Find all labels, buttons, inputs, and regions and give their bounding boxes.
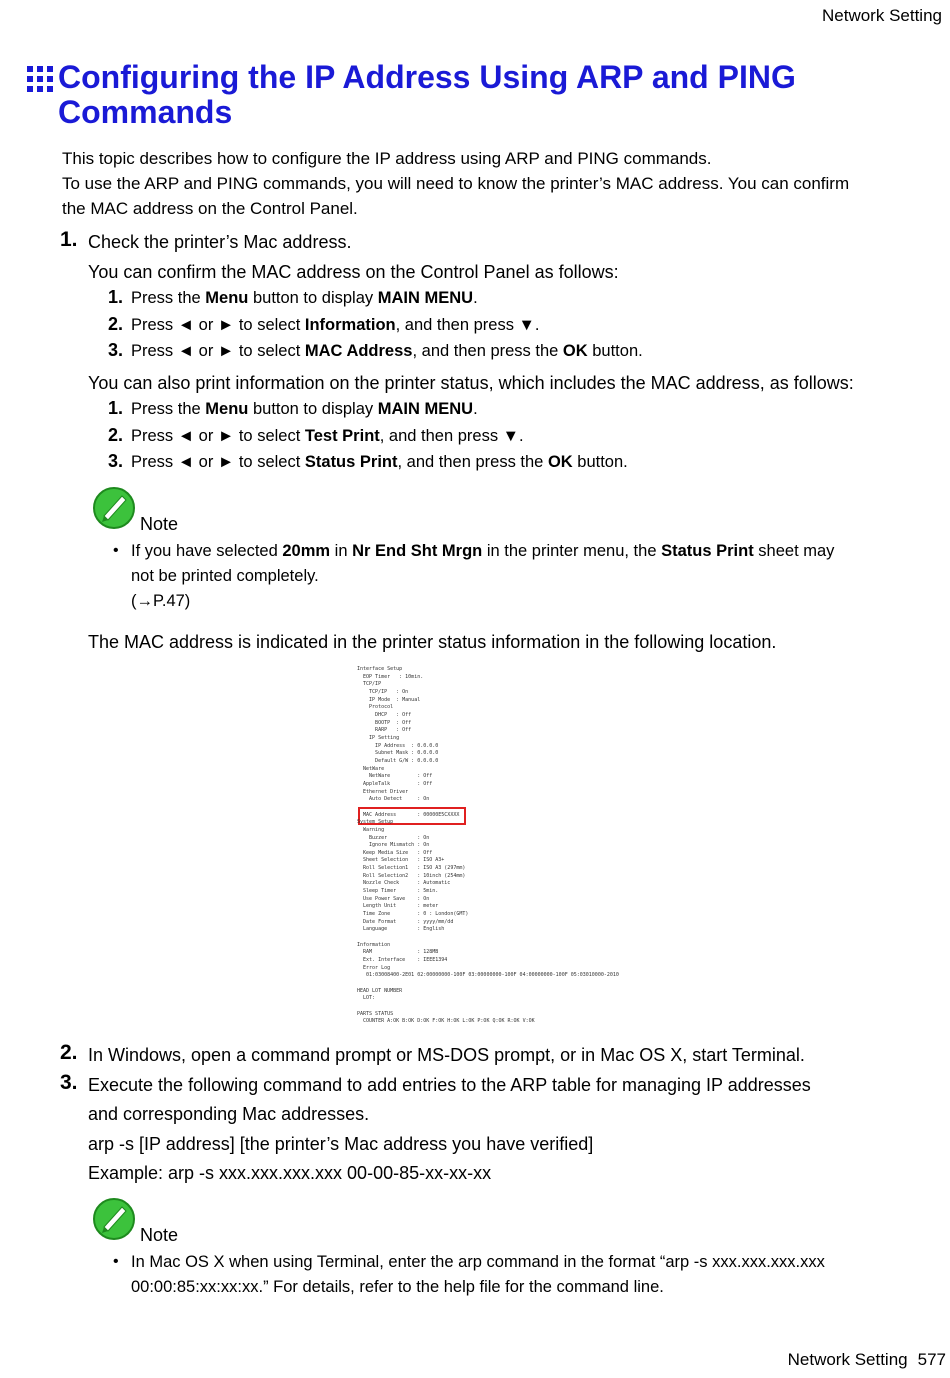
list1-item-3-number: 3. — [108, 340, 124, 360]
section-grid-icon — [27, 66, 53, 92]
status-print-row: Length Unit : meter — [357, 903, 439, 910]
status-print-row: Information — [357, 941, 391, 948]
step-3-text-1: Execute the following command to add entries to the ARP table for managing IP addresses — [88, 1075, 811, 1095]
status-print-row: RARP : Off — [357, 727, 412, 734]
step-1-para-2: You can also print information on the printer status, which includes the MAC address, as follows: — [88, 373, 854, 393]
status-print-row: Roll Selection1 : ISO A3 (297mm) — [357, 865, 466, 872]
note-2-text: In Mac OS X when using Terminal, enter the arp command in the format “arp -s xxx.xxx.xxx.xxx 00:00:85:xx:xx:xx.” For details, refer to the help file for the command line. — [131, 1253, 825, 1296]
step-1-text: Check the printer’s Mac address. — [88, 232, 352, 252]
status-print-row: RAM : 128MB — [357, 949, 439, 956]
note-check-icon — [92, 486, 136, 530]
note-1-text: If you have selected 20mm in Nr End Sht Mrgn in the printer menu, the Status Print sheet may not be printed completely. (→P.47) — [131, 539, 891, 614]
status-print-row: PARTS STATUS — [357, 1010, 394, 1017]
list1-item-3: Press ◄ or ► to select MAC Address, and then press the OK button. — [131, 342, 643, 360]
status-print-row: Subnet Mask : 0.0.0.0 — [357, 750, 439, 757]
step-1-para-1: You can confirm the MAC address on the Control Panel as follows: — [88, 262, 619, 282]
step-2-text: In Windows, open a command prompt or MS-DOS prompt, or in Mac OS X, start Terminal. — [88, 1045, 805, 1065]
step-2-number: 2. — [60, 1041, 78, 1064]
status-print-row: Time Zone : 0 : London(GMT) — [357, 911, 469, 918]
list1-item-2: Press ◄ or ► to select Information, and then press ▼. — [131, 316, 540, 334]
status-print-row: Interface Setup — [357, 666, 403, 672]
status-print-row: TCP/IP : On — [357, 688, 409, 695]
status-print-row: Ethernet Driver — [357, 788, 409, 795]
step-1-para-3: The MAC address is indicated in the printer status information in the following location. — [88, 632, 777, 652]
step-3-text-2: and corresponding Mac addresses. — [88, 1104, 370, 1124]
arp-command: arp -s [IP address] [the printer’s Mac address you have verified] — [88, 1134, 594, 1154]
status-print-row: HEAD LOT NUMBER — [357, 987, 403, 994]
step-1-number: 1. — [60, 228, 78, 251]
status-print-row: NetWare — [357, 765, 385, 772]
list2-item-3-number: 3. — [108, 451, 124, 471]
list2-item-3: Press ◄ or ► to select Status Print, and then press the OK button. — [131, 453, 628, 471]
status-print-row: Ignore Mismatch : On — [357, 842, 430, 849]
page-number: 577 — [917, 1350, 946, 1369]
running-footer — [788, 1350, 946, 1370]
step-3-number: 3. — [60, 1071, 78, 1094]
status-print-row: EOP Timer : 10min. — [357, 673, 424, 680]
arp-example: Example: arp -s xxx.xxx.xxx.xxx 00-00-85-xx-xx-xx — [88, 1163, 492, 1183]
status-print-row: 01:03008400-2E01 02:00000000-100F 03:00000000-100F 04:00000000-100F 05:03010000-2010 — [357, 972, 619, 979]
note-2-label: Note — [140, 1225, 179, 1245]
status-print-row: LOT: — [357, 995, 376, 1002]
note-1-label: Note — [140, 514, 179, 534]
status-print-image — [352, 666, 619, 1026]
status-print-row: Ext. Interface : IEEE1394 — [357, 957, 448, 964]
status-print-row: Protocol — [357, 704, 394, 711]
list2-item-2: Press ◄ or ► to select Test Print, and then press ▼. — [131, 427, 524, 445]
status-print-row: MAC Address : 00000E5CXXXX — [357, 811, 460, 818]
page-link[interactable]: (→P.47) — [131, 592, 191, 610]
status-print-row: TCP/IP — [357, 681, 382, 688]
status-print-row: Language : English — [357, 926, 445, 933]
note-2-bullet: • — [113, 1253, 119, 1270]
status-print-row: IP Address : 0.0.0.0 — [357, 742, 439, 749]
status-print-row: Sleep Timer : 5min. — [357, 888, 439, 895]
status-print-row: Auto Detect : On — [357, 796, 430, 803]
status-print-row: Date Format : yyyy/mm/dd — [357, 918, 454, 925]
status-print-row: Roll Selection2 : 10inch (254mm) — [357, 872, 466, 879]
status-print-row: NetWare : Off — [357, 773, 433, 780]
list1-item-1-number: 1. — [108, 287, 124, 307]
list1-item-2-number: 2. — [108, 314, 124, 334]
note-1-bullet: • — [113, 542, 119, 559]
status-print-row: Keep Media Size : Off — [357, 849, 433, 856]
status-print-row: BOOTP : Off — [357, 719, 412, 726]
list2-item-2-number: 2. — [108, 425, 124, 445]
intro-text: This topic describes how to configure the IP address using ARP and PING commands. To use the ARP and PING commands, you will need to know the printer’s MAC address. You can confirm the MAC address on the Control Panel. — [62, 149, 850, 218]
note-check-icon — [92, 1197, 136, 1241]
status-print-row: Buzzer : On — [357, 834, 430, 841]
footer-section: Network Setting — [787, 1350, 908, 1369]
list2-item-1: Press the Menu button to display MAIN MENU. — [131, 400, 478, 418]
status-print-row: AppleTalk : Off — [357, 780, 433, 787]
list2-item-1-number: 1. — [108, 398, 124, 418]
running-header: Network Setting — [822, 6, 942, 25]
status-print-row: IP Setting — [357, 734, 400, 741]
status-print-row: Nozzle Check : Automatic — [357, 880, 451, 887]
status-print-row: Use Power Save : On — [357, 895, 430, 902]
list1-item-1: Press the Menu button to display MAIN MENU. — [131, 289, 478, 307]
status-print-row: System Setup — [357, 819, 394, 826]
status-print-row: Warning — [357, 826, 385, 833]
status-print-row: COUNTER A:OK B:OK D:OK F:OK H:OK L:OK P:OK Q:OK R:OK V:OK — [357, 1018, 535, 1025]
status-print-row: Sheet Selection : ISO A3+ — [357, 857, 445, 864]
status-print-row: Default G/W : 0.0.0.0 — [357, 757, 439, 764]
status-print-row: DHCP : Off — [357, 711, 412, 718]
page-title: Configuring the IP Address Using ARP and PING Commands — [58, 59, 796, 130]
status-print-row: Error Log — [357, 964, 391, 971]
status-print-row: IP Mode : Manual — [357, 696, 421, 703]
